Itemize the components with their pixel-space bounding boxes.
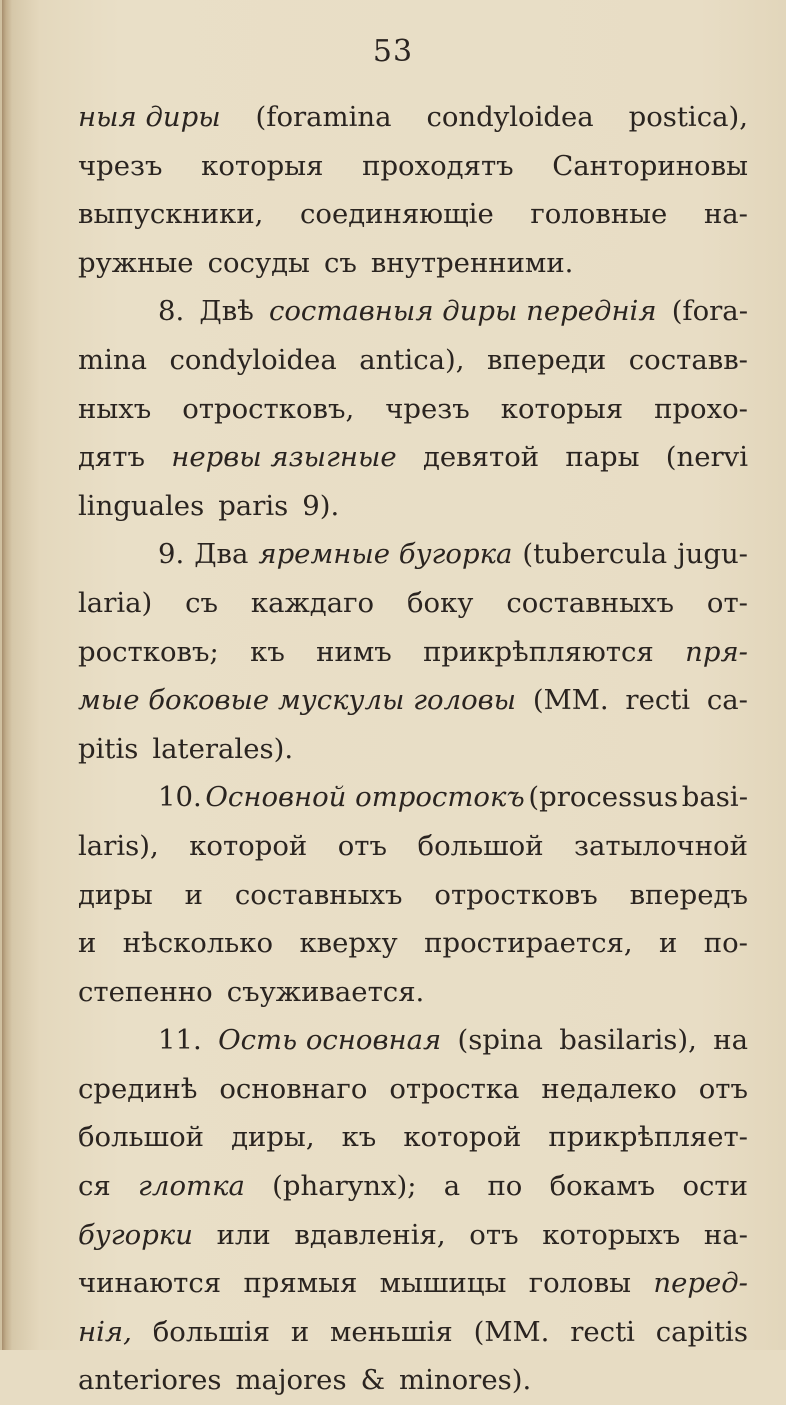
text-word: от- — [706, 586, 748, 619]
text-word: 8. — [158, 295, 185, 328]
text-word: мышицы — [379, 1267, 507, 1300]
text-word: capitis — [655, 1315, 748, 1348]
text-word: меньшія — [330, 1315, 453, 1348]
text-word: составныя диры переднія — [268, 295, 657, 328]
text-word: впереди — [487, 343, 607, 376]
text-word: на — [713, 1024, 748, 1057]
text-word: majores — [235, 1364, 347, 1397]
text-line — [78, 433, 748, 482]
text-line — [78, 142, 748, 191]
text-word: которыя — [500, 392, 624, 425]
text-word: а — [443, 1170, 461, 1203]
text-word: большой — [417, 829, 544, 862]
text-word: minores). — [399, 1364, 532, 1397]
text-word: отростковъ — [434, 878, 598, 911]
text-word: ca- — [706, 684, 748, 717]
text-word: нимъ — [316, 635, 392, 668]
text-word: и — [659, 927, 678, 960]
text-word: 9). — [302, 489, 340, 522]
text-word: составв- — [628, 343, 748, 376]
text-word: condyloidea — [169, 343, 337, 376]
text-word: пря- — [685, 635, 748, 668]
text-word: бугорки — [78, 1218, 193, 1251]
text-word: нервы языгные — [171, 441, 397, 474]
text-line — [78, 1162, 748, 1211]
text-word: basi- — [681, 781, 748, 814]
text-word: чинаются — [78, 1267, 222, 1300]
text-word: по — [487, 1170, 523, 1203]
text-word: Основной отростокъ — [205, 781, 525, 814]
text-word: recti — [625, 684, 691, 717]
text-word: (MM. — [473, 1315, 550, 1348]
text-word: antica), — [359, 343, 465, 376]
text-word: (spina — [457, 1024, 543, 1057]
text-word: впередъ — [629, 878, 748, 911]
text-word: Санториновы — [552, 149, 748, 182]
text-word: ростковъ; — [78, 635, 219, 668]
text-word: составныхъ — [234, 878, 403, 911]
text-line — [78, 239, 748, 288]
body-text — [78, 93, 748, 1405]
text-word: paris — [218, 489, 289, 522]
text-word: прямыя — [243, 1267, 358, 1300]
text-word: чрезъ — [78, 149, 163, 182]
text-word: дятъ — [78, 441, 145, 474]
text-word: laris), — [78, 829, 159, 862]
text-word: linguales — [78, 489, 205, 522]
text-word: большія — [152, 1315, 270, 1348]
text-word: соединяющіе — [300, 198, 494, 231]
text-word: pitis — [78, 732, 139, 765]
text-word: (tubercula — [522, 538, 668, 571]
text-word: каждаго — [250, 586, 375, 619]
text-word: кверху — [299, 927, 398, 960]
text-line — [78, 725, 748, 774]
text-word: девятой — [422, 441, 540, 474]
text-word: проходятъ — [362, 149, 514, 182]
text-word: или — [216, 1218, 271, 1251]
text-word: боку — [406, 586, 474, 619]
text-word: вдавленія, — [294, 1218, 446, 1251]
text-word: отъ — [337, 829, 388, 862]
text-word: составныхъ — [506, 586, 675, 619]
text-word: внутренними. — [370, 246, 574, 279]
text-word: пары — [565, 441, 640, 474]
text-word: нія, — [78, 1315, 132, 1348]
text-word: (processus — [528, 781, 679, 814]
text-word: по- — [703, 927, 748, 960]
text-word: диры — [78, 878, 153, 911]
text-line — [78, 1113, 748, 1162]
text-word: anteriores — [78, 1364, 222, 1397]
text-line — [78, 1259, 748, 1308]
text-word: простирается, — [424, 927, 633, 960]
text-line — [78, 1065, 748, 1114]
text-line — [78, 919, 748, 968]
text-word: степенно — [78, 975, 213, 1008]
text-line — [78, 482, 748, 531]
text-word: и — [184, 878, 203, 911]
text-word: & — [360, 1364, 386, 1397]
text-word: основнаго — [219, 1072, 368, 1105]
text-word: головы — [528, 1267, 632, 1300]
text-word: postica), — [628, 101, 748, 133]
text-word: большой — [78, 1121, 205, 1154]
text-word: ся — [78, 1170, 111, 1203]
text-word: прикрѣпляются — [423, 635, 654, 668]
text-word: laterales). — [152, 732, 294, 765]
text-word: mina — [78, 343, 147, 376]
text-word: съ — [185, 586, 219, 619]
text-word: къ — [250, 635, 285, 668]
text-word: Двѣ — [199, 295, 254, 328]
text-word: laria) — [78, 586, 153, 619]
text-word: прикрѣпляет- — [548, 1121, 748, 1154]
text-line — [78, 1211, 748, 1260]
page-edge — [2, 0, 12, 1350]
text-word: сосуды — [207, 246, 310, 279]
text-word: 10. — [158, 781, 202, 814]
text-line — [78, 385, 748, 434]
text-word: и — [290, 1315, 310, 1348]
text-word: и — [78, 927, 97, 960]
text-word: jugu- — [677, 538, 748, 571]
text-word: 11. — [158, 1024, 202, 1057]
text-line — [78, 628, 748, 677]
text-word: перед- — [653, 1267, 748, 1300]
text-line — [78, 1356, 748, 1405]
text-word: бокамъ — [549, 1170, 656, 1203]
text-word: (nervi — [665, 441, 748, 474]
text-word: condyloidea — [426, 101, 594, 133]
text-word: ружные — [78, 246, 194, 279]
text-word: ости — [682, 1170, 748, 1203]
text-word: на- — [703, 1218, 748, 1251]
text-line — [78, 968, 748, 1017]
text-word: ныя диры — [78, 101, 221, 133]
text-word: затылочной — [574, 829, 748, 862]
text-word: срединѣ — [78, 1072, 198, 1105]
text-line — [78, 579, 748, 628]
text-line — [78, 676, 748, 725]
text-word: чрезъ — [385, 392, 470, 425]
text-word: 9. — [158, 538, 185, 571]
text-line — [78, 773, 748, 822]
text-line — [78, 287, 748, 336]
text-word: къ — [341, 1121, 377, 1154]
text-line — [78, 190, 748, 239]
text-word: недалеко — [541, 1072, 677, 1105]
text-line — [78, 1308, 748, 1357]
text-line — [78, 822, 748, 871]
text-word: ныхъ — [78, 392, 152, 425]
text-word: (MM. — [532, 684, 609, 717]
text-word: (foramina — [255, 101, 392, 133]
text-word: нѣсколько — [122, 927, 274, 960]
text-word: Два — [194, 538, 249, 571]
text-word: выпускники, — [78, 198, 264, 231]
text-word: Ость основная — [218, 1024, 442, 1057]
text-line — [78, 871, 748, 920]
text-word: съ — [323, 246, 357, 279]
text-word: которой — [403, 1121, 522, 1154]
text-word: яремные бугорка — [258, 538, 513, 571]
text-word: отростковъ, — [182, 392, 355, 425]
text-word: (fora- — [671, 295, 748, 328]
text-word: которой — [189, 829, 308, 862]
text-word: отростка — [389, 1072, 520, 1105]
text-word: отъ — [698, 1072, 748, 1105]
text-word: головные — [530, 198, 668, 231]
text-word: (pharynx); — [272, 1170, 417, 1203]
page-number: 53 — [372, 34, 414, 69]
text-line — [78, 1016, 748, 1065]
text-word: которыя — [201, 149, 324, 182]
text-word: диры, — [231, 1121, 315, 1154]
text-word: отъ — [469, 1218, 519, 1251]
text-line — [78, 336, 748, 385]
text-word: прохо- — [654, 392, 748, 425]
text-word: съуживается. — [226, 975, 425, 1008]
text-word: которыхъ — [542, 1218, 681, 1251]
text-word: на- — [703, 198, 748, 231]
text-line — [78, 93, 748, 142]
text-word: мые боковые мускулы головы — [78, 684, 517, 717]
text-word: recti — [570, 1315, 635, 1348]
text-word: basilaris), — [559, 1024, 697, 1057]
text-line — [78, 530, 748, 579]
text-word: глотка — [138, 1170, 245, 1203]
